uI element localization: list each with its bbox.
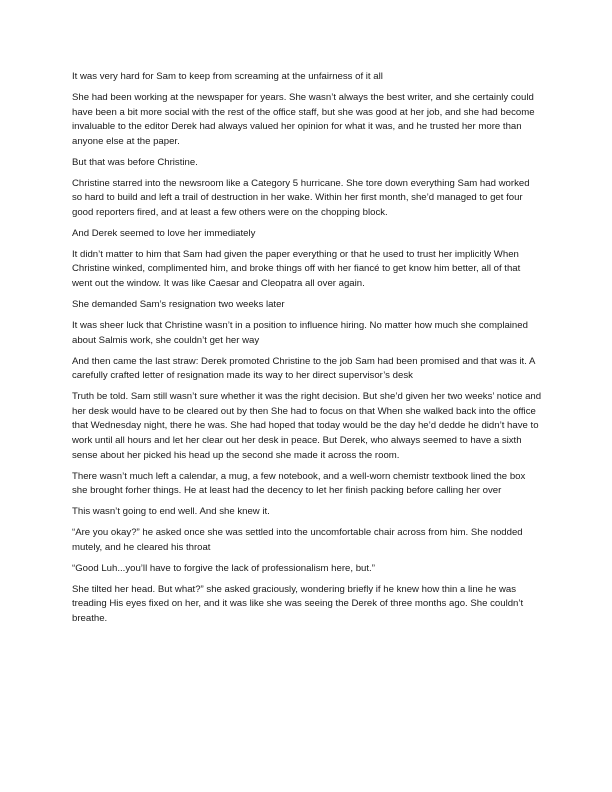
paragraph: She demanded Sam’s resignation two weeks later (72, 299, 285, 311)
paragraph: But that was before Christine. (72, 156, 198, 168)
paragraph: There wasn’t much left a calendar, a mug, a few notebook, and a well-worn chemistr textbook lined the box she brought forher things. He at least had the decency to let her finish packing before calling her over (72, 470, 526, 497)
paragraph: It was very hard for Sam to keep from screaming at the unfairness of it all (72, 71, 383, 82)
paragraph: She had been working at the newspaper for years. She wasn’t always the best writer, and she certainly could have been a bit more social with the rest of the office staff, but she was good at her job, and she had become invaluable to the editor Derek had always valued her opinion for what it was, and he trusted her more than anyone else at the paper. (72, 91, 535, 147)
paragraph: This wasn’t going to end well. And she knew it. (72, 506, 270, 518)
paragraph: It didn’t matter to him that Sam had given the paper everything or that he used to trust her implicitly When Christine winked, complimented him, and broke things off with her fiancé to get know him better, all of that went out the window. It was like Caesar and Cleopatra all over again. (72, 248, 521, 290)
paragraph: She tilted her head. But what?” she asked graciously, wondering briefly if he knew how thin a line he was treading His eyes fixed on her, and it was like she was seeing the Derek of three months ago. She couldn’t breathe. (72, 583, 524, 624)
paragraph: Christine starred into the newsroom like a Category 5 hurricane. She tore down everything Sam had worked so hard to build and left a trail of destruction in her wake. Within her first month, she’d managed to get four good reporters fired, and at least a few others were on the chopping block. (72, 177, 530, 218)
paragraph: It was sheer luck that Christine wasn’t in a position to influence hiring. No matter how much she complained about Salmis work, she couldn’t get her way (72, 320, 528, 346)
paragraph: And then came the last straw: Derek promoted Christine to the job Sam had been promised and that was it. A carefully crafted letter of resignation made its way to her direct supervisor’s desk (72, 355, 535, 382)
paragraph: Truth be told. Sam still wasn’t sure whether it was the right decision. But she’d given her two weeks’ notice and her desk would have to be cleared out by then She had to focus on that When she walked back into the office that Wednesday night, there he was. She had hoped that today would be the day he’d dedde he didn’t have to work until all hours and let her clear out her desk in peace. But Derek, who always seemed to have a sixth sense about her picked his head up the second she made it across the room. (72, 391, 542, 461)
paragraph: And Derek seemed to love her immediately (72, 227, 256, 239)
body-text (72, 70, 542, 633)
paragraph: “Good Luh...you’ll have to forgive the lack of professionalism here, but.” (72, 562, 375, 574)
paragraph: “Are you okay?” he asked once she was settled into the uncomfortable chair across from him. She nodded mutely, and he cleared his throat (72, 527, 523, 553)
